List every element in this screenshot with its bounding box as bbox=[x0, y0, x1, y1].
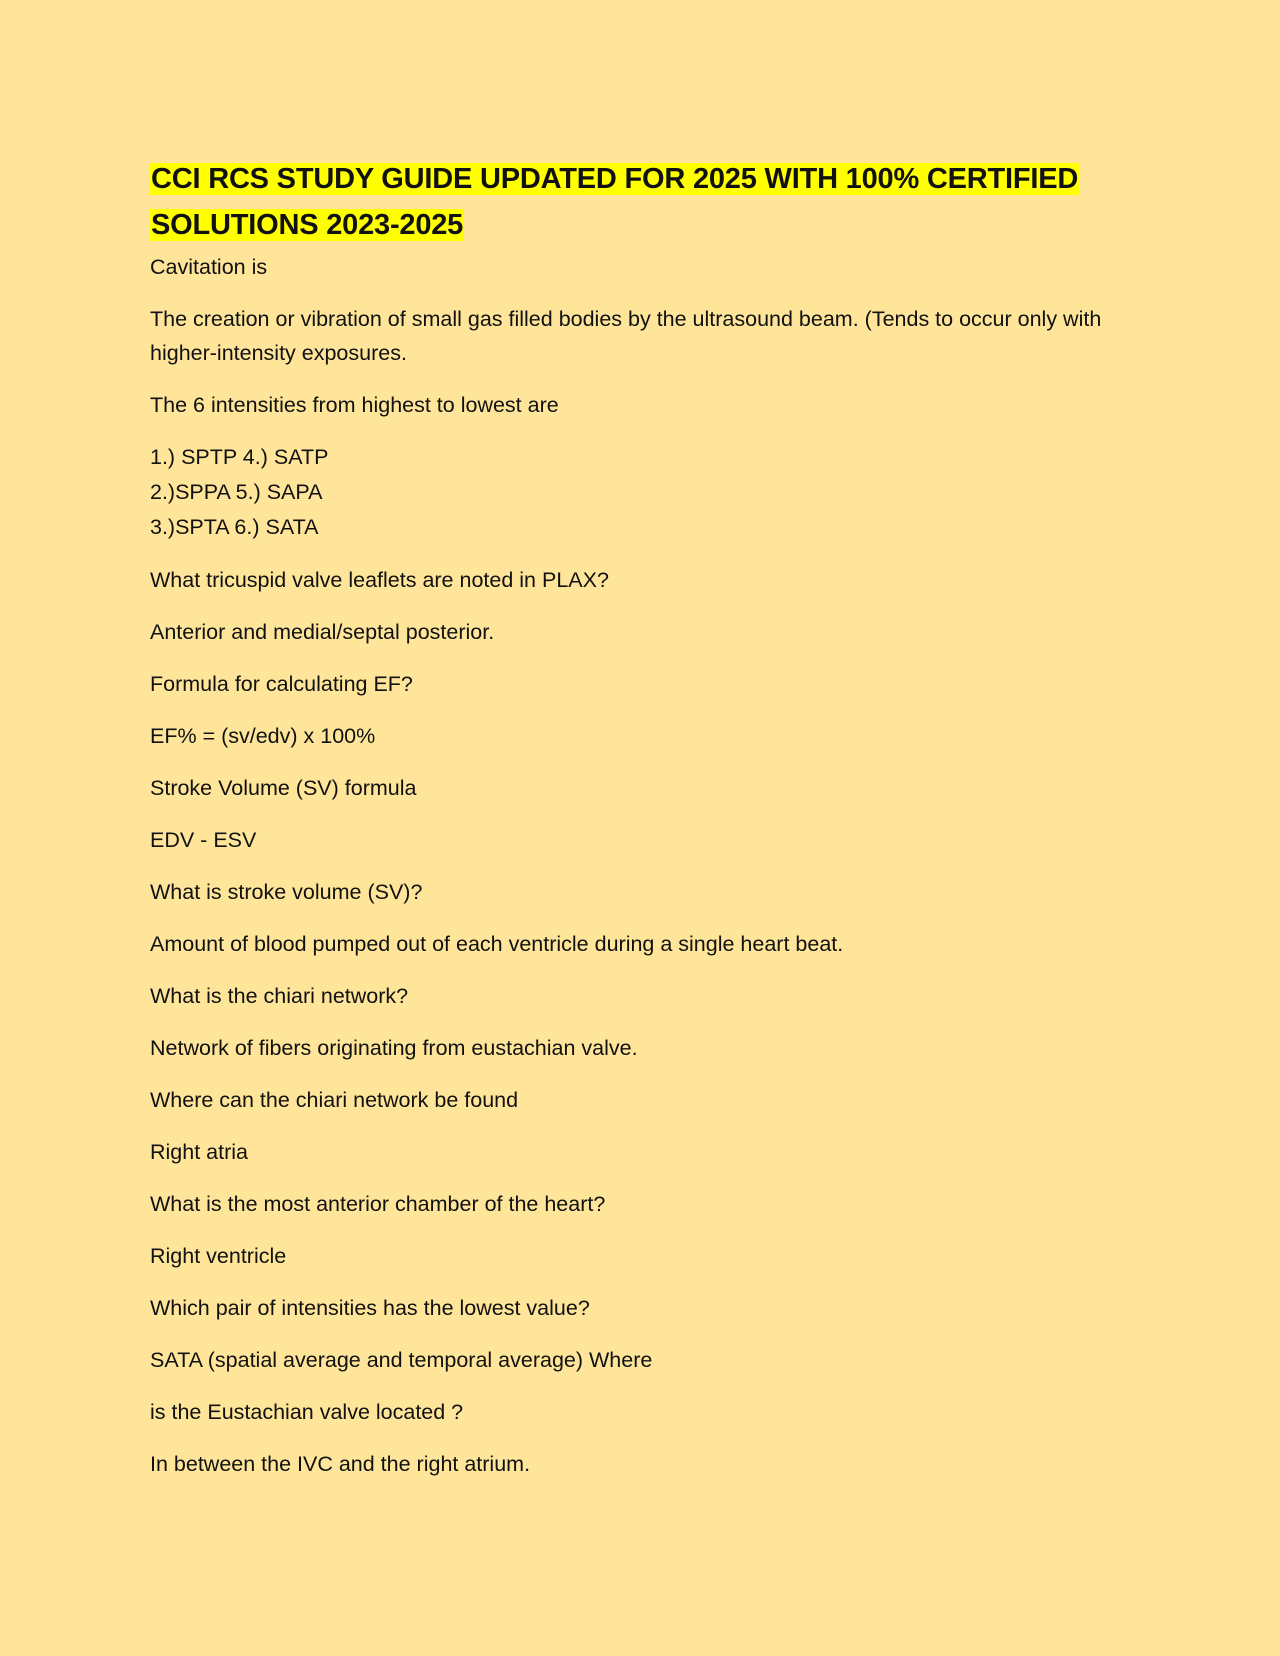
question-sv-formula: Stroke Volume (SV) formula bbox=[150, 776, 417, 800]
question-eustachian-valve: is the Eustachian valve located ? bbox=[150, 1400, 464, 1424]
question-ef-formula: Formula for calculating EF? bbox=[150, 672, 413, 696]
title-line-2: SOLUTIONS 2023-2025 bbox=[151, 209, 464, 241]
answer-sv-formula: EDV - ESV bbox=[150, 828, 257, 852]
question-cavitation: Cavitation is bbox=[150, 255, 268, 279]
list-item: 1.) SPTP 4.) SATP bbox=[150, 445, 329, 469]
question-chiari-location: Where can the chiari network be found bbox=[150, 1088, 519, 1112]
intensity-list bbox=[150, 440, 1150, 545]
answer-lowest-intensity: SATA (spatial average and temporal average) Where bbox=[150, 1348, 653, 1372]
question-intensities-order: The 6 intensities from highest to lowest are bbox=[150, 393, 559, 417]
document-title bbox=[150, 156, 1150, 248]
question-tricuspid-plax: What tricuspid valve leaflets are noted in PLAX? bbox=[150, 568, 609, 592]
list-item: 3.)SPTA 6.) SATA bbox=[150, 515, 319, 539]
answer-ef-formula: EF% = (sv/edv) x 100% bbox=[150, 724, 376, 748]
answer-chiari-location: Right atria bbox=[150, 1140, 248, 1164]
question-chiari-network: What is the chiari network? bbox=[150, 984, 409, 1008]
question-lowest-intensity: Which pair of intensities has the lowest value? bbox=[150, 1296, 590, 1320]
answer-tricuspid-plax: Anterior and medial/septal posterior. bbox=[150, 620, 495, 644]
answer-cavitation: The creation or vibration of small gas filled bodies by the ultrasound beam. (Tends to occur only with higher-intensity exposures. bbox=[150, 307, 1102, 365]
answer-chiari-network: Network of fibers originating from eustachian valve. bbox=[150, 1036, 638, 1060]
answer-sv-definition: Amount of blood pumped out of each ventricle during a single heart beat. bbox=[150, 932, 844, 956]
title-line-1: CCI RCS STUDY GUIDE UPDATED FOR 2025 WITH 100% CERTIFIED bbox=[151, 163, 1079, 195]
answer-eustachian-valve: In between the IVC and the right atrium. bbox=[150, 1452, 531, 1476]
document-body bbox=[150, 250, 1150, 1499]
list-item: 2.)SPPA 5.) SAPA bbox=[150, 480, 323, 504]
question-anterior-chamber: What is the most anterior chamber of the heart? bbox=[150, 1192, 606, 1216]
answer-anterior-chamber: Right ventricle bbox=[150, 1244, 287, 1268]
question-sv-definition: What is stroke volume (SV)? bbox=[150, 880, 423, 904]
